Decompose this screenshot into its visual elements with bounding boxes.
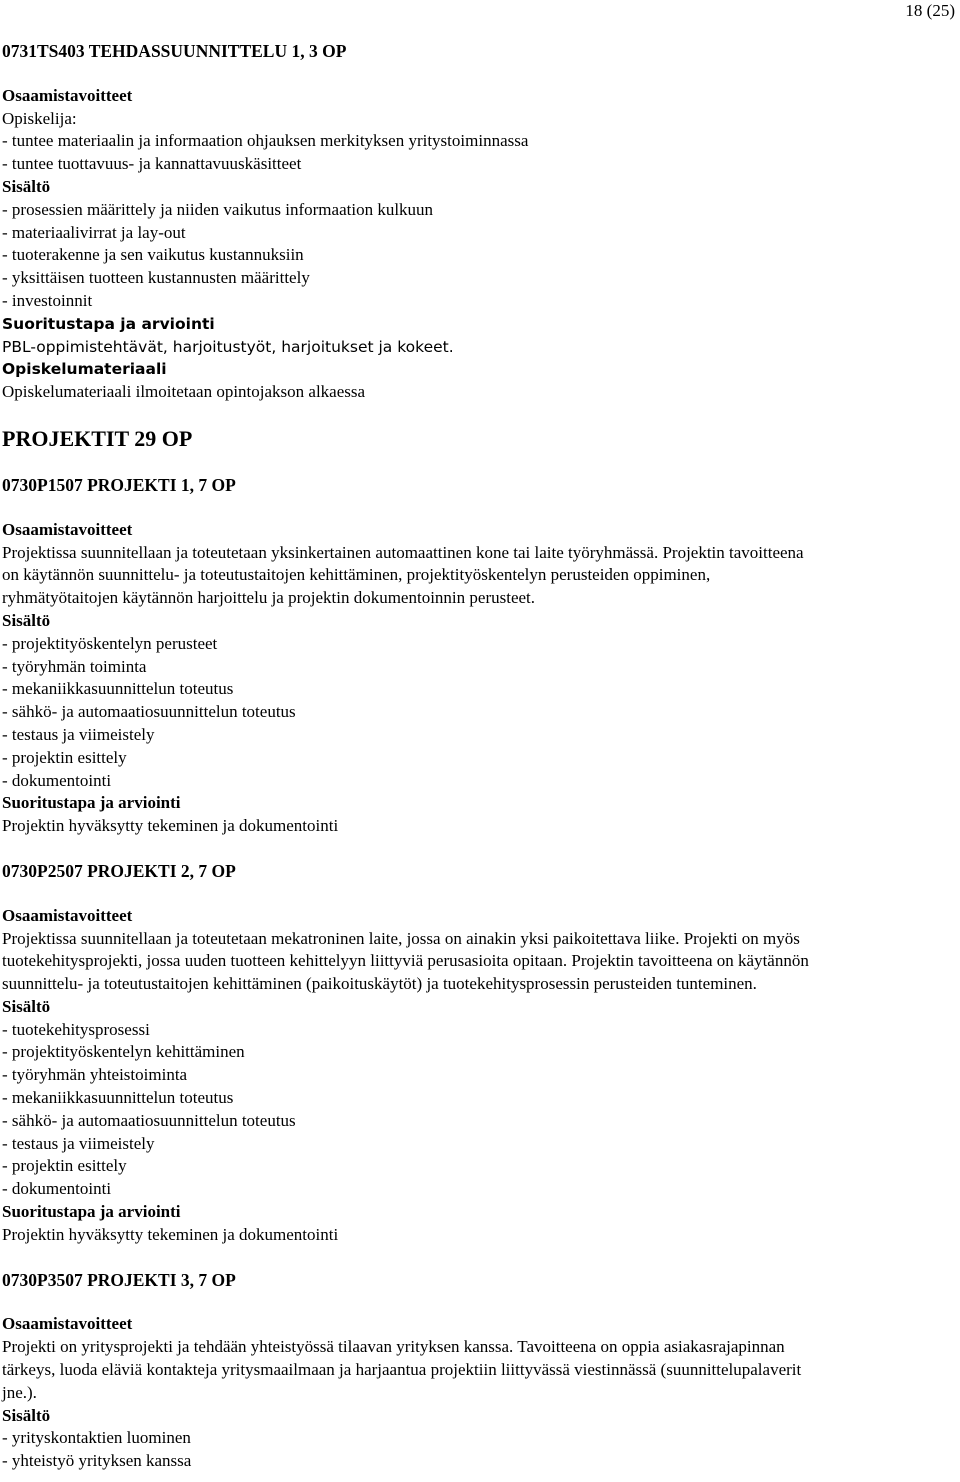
content-item: - yrityskontaktien luominen xyxy=(2,1428,191,1448)
course-projekti-1 xyxy=(2,474,958,838)
objectives-heading: Osaamistavoitteet xyxy=(2,519,133,539)
content-heading: Sisältö xyxy=(2,610,51,630)
objectives-line: suunnittelu- ja toteutustaitojen kehittäminen (paikoituskäytöt) ja tuotekehitysprosessin perusteiden tunteminen. xyxy=(2,974,757,994)
objectives-line: ryhmätyötaitojen käytännön harjoittelu ja projektin dokumentoinnin perusteet. xyxy=(2,588,536,608)
objectives-heading: Osaamistavoitteet xyxy=(2,85,133,105)
content-item: - projektityöskentelyn kehittäminen xyxy=(2,1042,245,1062)
section-title: PROJEKTIT 29 OP xyxy=(2,425,193,451)
content-item: - testaus ja viimeistely xyxy=(2,724,155,744)
content-item: - tuotekehitysprosessi xyxy=(2,1019,150,1039)
objectives-line: on käytännön suunnittelu- ja toteutustaitojen kehittäminen, projektityöskentelyn perusteiden oppiminen, xyxy=(2,565,711,585)
content-item: - mekaniikkasuunnittelun toteutus xyxy=(2,679,234,699)
content-item: - projektin esittely xyxy=(2,747,127,767)
content-item: - prosessien määrittely ja niiden vaikutus informaation kulkuun xyxy=(2,199,434,219)
objectives-line: tuotekehitysprojekti, jossa uuden tuotteen kehittelyyn liittyviä perusasioita opitaan. Projektin tavoitteena on käytännön xyxy=(2,951,809,971)
content-item: - mekaniikkasuunnittelun toteutus xyxy=(2,1088,234,1108)
assessment-text: PBL-oppimistehtävät, harjoitustyöt, harjoitukset ja kokeet. xyxy=(2,337,454,356)
objectives-line: tärkeys, luoda eläviä kontakteja yritysmaailmaan ja harjaantua projektiin liittyvässä viestinnässä (suunnittelupalaverit xyxy=(2,1360,802,1380)
objective-item: - tuntee materiaalin ja informaation ohjauksen merkityksen yritystoiminnassa xyxy=(2,131,529,151)
content-item: - yksittäisen tuotteen kustannusten määrittely xyxy=(2,268,310,288)
objective-item: - tuntee tuottavuus- ja kannattavuuskäsitteet xyxy=(2,154,302,174)
course-projekti-3 xyxy=(2,1269,958,1473)
content-item: - yhteistyö yrityksen kanssa xyxy=(2,1451,192,1471)
content-item: - työryhmän yhteistoiminta xyxy=(2,1065,188,1085)
objectives-line: Projektissa suunnitellaan ja toteutetaan mekatroninen laite, jossa on ainakin yksi paikoitettava liike. Projekti on myös xyxy=(2,928,800,948)
content-item: - sähkö- ja automaatiosuunnittelun toteutus xyxy=(2,1110,296,1130)
content-heading: Sisältö xyxy=(2,996,51,1016)
course-projekti-2 xyxy=(2,860,958,1247)
course-title: 0730P2507 PROJEKTI 2, 7 OP xyxy=(2,860,236,881)
content-item: - investoinnit xyxy=(2,290,93,310)
content-item: - tuoterakenne ja sen vaikutus kustannuksiin xyxy=(2,245,304,265)
content-item: - työryhmän toiminta xyxy=(2,656,147,676)
objectives-heading: Osaamistavoitteet xyxy=(2,905,133,925)
document-body xyxy=(2,40,958,1473)
objectives-line: Projekti on yritysprojekti ja tehdään yhteistyössä tilaavan yrityksen kanssa. Tavoitteena on oppia asiakasrajapinnan xyxy=(2,1337,785,1357)
content-item: - dokumentointi xyxy=(2,1179,112,1199)
course-title: 0730P1507 PROJEKTI 1, 7 OP xyxy=(2,474,236,495)
assessment-text: Projektin hyväksytty tekeminen ja dokumentointi xyxy=(2,1224,339,1244)
course-title: 0730P3507 PROJEKTI 3, 7 OP xyxy=(2,1269,236,1290)
content-item: - testaus ja viimeistely xyxy=(2,1133,155,1153)
material-text: Opiskelumateriaali ilmoitetaan opintojakson alkaessa xyxy=(2,382,366,402)
page-number: 18 (25) xyxy=(905,1,955,20)
student-label: Opiskelija: xyxy=(2,108,77,128)
content-item: - sähkö- ja automaatiosuunnittelun toteutus xyxy=(2,702,296,722)
assessment-text: Projektin hyväksytty tekeminen ja dokumentointi xyxy=(2,816,339,836)
content-item: - projektin esittely xyxy=(2,1156,127,1176)
content-heading: Sisältö xyxy=(2,176,51,196)
content-item: - dokumentointi xyxy=(2,770,112,790)
material-heading: Opiskelumateriaali xyxy=(2,360,167,379)
content-item: - materiaalivirrat ja lay-out xyxy=(2,222,186,242)
content-heading: Sisältö xyxy=(2,1405,51,1425)
assessment-heading: Suoritustapa ja arviointi xyxy=(2,314,215,333)
course-title: 0731TS403 TEHDASSUUNNITTELU 1, 3 OP xyxy=(2,41,347,61)
objectives-line: jne.). xyxy=(2,1382,37,1402)
assessment-heading: Suoritustapa ja arviointi xyxy=(2,1202,181,1222)
assessment-heading: Suoritustapa ja arviointi xyxy=(2,793,181,813)
content-item: - projektityöskentelyn perusteet xyxy=(2,633,218,653)
course-tehdassuunnittelu xyxy=(2,40,958,404)
objectives-heading: Osaamistavoitteet xyxy=(2,1314,133,1334)
objectives-line: Projektissa suunnitellaan ja toteutetaan yksinkertainen automaattinen kone tai laite työryhmässä. Projektin tavoitteena xyxy=(2,542,804,562)
